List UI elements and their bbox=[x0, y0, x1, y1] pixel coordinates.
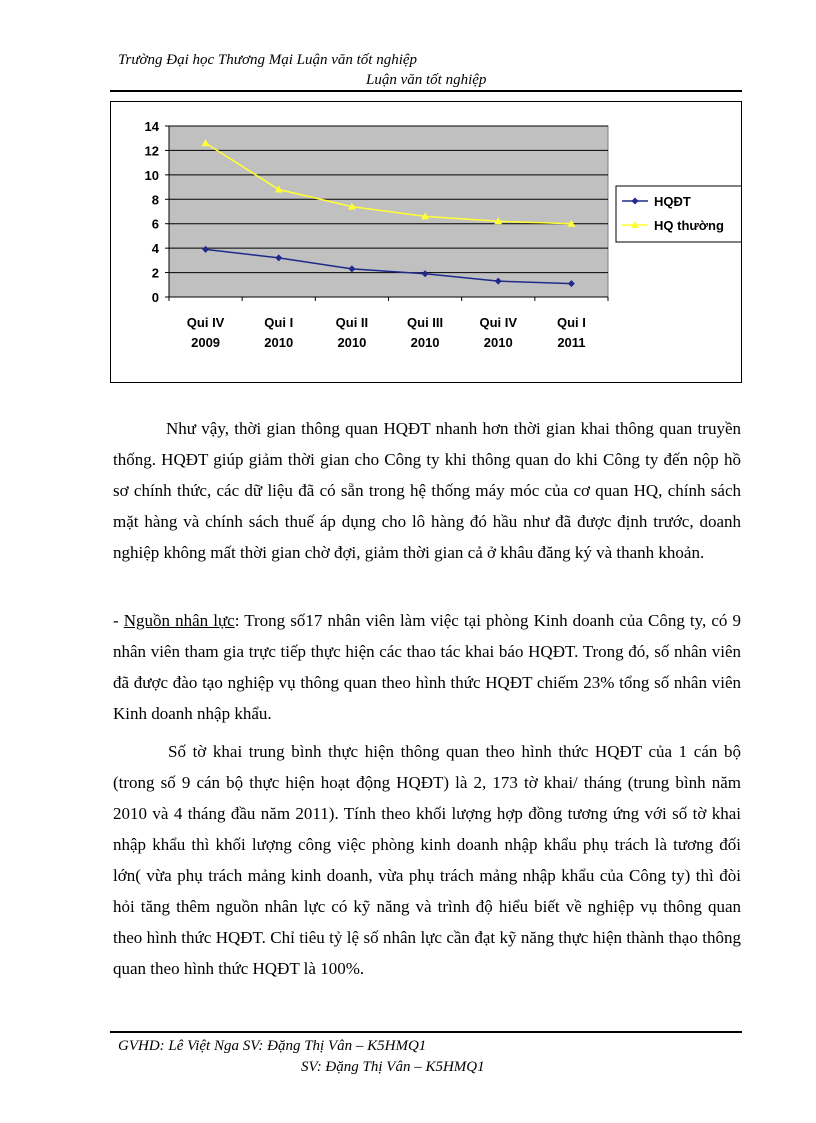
x-tick-label-quarter: Qui I bbox=[264, 315, 294, 330]
x-tick-label-year: 2009 bbox=[191, 335, 221, 350]
y-tick-label: 0 bbox=[151, 290, 159, 305]
footer-divider bbox=[110, 1031, 742, 1033]
header-line-2: Luận văn tốt nghiệp bbox=[366, 72, 487, 88]
x-tick-label-year: 2010 bbox=[337, 335, 367, 350]
legend-label: HQĐT bbox=[654, 194, 691, 209]
x-tick-label-quarter: Qui IV bbox=[186, 315, 225, 330]
x-tick-label-quarter: Qui III bbox=[407, 315, 444, 330]
x-tick-label-quarter: Qui II bbox=[335, 315, 369, 330]
paragraph-2-label: Nguồn nhân lực bbox=[123, 611, 235, 630]
y-tick-label: 14 bbox=[144, 119, 159, 134]
x-tick-label-quarter: Qui I bbox=[556, 315, 586, 330]
footer-line-2: SV: Đặng Thị Vân – K5HMQ1 bbox=[301, 1059, 485, 1075]
y-tick-label: 6 bbox=[151, 216, 159, 232]
footer-line-1: GVHD: Lê Việt Nga SV: Đặng Thị Vân – K5HMQ1 bbox=[118, 1038, 427, 1054]
x-tick-label-year: 2011 bbox=[557, 335, 586, 350]
paragraph-2-text: : Trong số17 nhân viên làm việc tại phòng Kinh doanh của Công ty, có 9 nhân viên tham gia trực tiếp thực hiện các thao tác khai báo HQĐT. Trong đó, số nhân viên đã được đào tạo nghiệp vụ thông quan theo hình thức HQĐT chiếm 23% tổng số nhân viên Kinh doanh nhập khẩu. bbox=[113, 611, 741, 723]
header-line-1: Trường Đại học Thương Mại Luận văn tốt nghiệp bbox=[118, 52, 418, 68]
y-tick-label: 10 bbox=[144, 167, 159, 183]
y-tick-label: 4 bbox=[151, 241, 159, 257]
paragraph-2 bbox=[113, 605, 741, 729]
line-chart bbox=[111, 102, 741, 382]
chart-frame bbox=[110, 101, 742, 383]
y-tick-label: 8 bbox=[151, 192, 159, 208]
x-tick-label-year: 2010 bbox=[483, 335, 513, 350]
y-tick-label: 2 bbox=[151, 265, 159, 281]
x-tick-label-quarter: Qui IV bbox=[479, 315, 518, 330]
x-tick-label-year: 2010 bbox=[410, 335, 440, 350]
paragraph-1: Như vậy, thời gian thông quan HQĐT nhanh hơn thời gian khai thông quan truyền thống. HQĐT giúp giảm thời gian cho Công ty khi thông quan do khi Công ty đến nộp hồ sơ chính thức, các dữ liệu đã có sẵn trong hệ thống máy móc của cơ quan HQ, chính sách mặt hàng và chính sách thuế áp dụng cho lô hàng đó hầu như đã được định trước, doanh nghiệp không mất thời gian chờ đợi, giảm thời gian cả ở khâu đăng ký và thanh khoản. bbox=[113, 419, 741, 562]
y-tick-label: 12 bbox=[144, 143, 159, 159]
paragraph-3: Số tờ khai trung bình thực hiện thông quan theo hình thức HQĐT của 1 cán bộ (trong số 9 cán bộ thực hiện hoạt động HQĐT) là 2, 173 tờ khai/ tháng (trung bình năm 2010 và 4 tháng đầu năm 2011). Tính theo khối lượng hợp đồng tương ứng với số tờ khai nhập khẩu thì khối lượng công việc phòng kinh doanh nhập khẩu phụ trách là tương đối lớn( vừa phụ trách mảng kinh doanh, vừa phụ trách mảng nhập khẩu của Công ty) thì đòi hỏi tăng thêm nguồn nhân lực có kỹ năng và trình độ hiểu biết về nghiệp vụ thông quan theo hình thức HQĐT. Chỉ tiêu tỷ lệ số nhân lực cần đạt kỹ năng thực hiện thành thạo thông quan theo hình thức HQĐT là 100%. bbox=[113, 742, 741, 978]
x-tick-label-year: 2010 bbox=[264, 335, 294, 350]
paragraph-2-prefix: - bbox=[113, 611, 124, 630]
header-divider bbox=[110, 90, 742, 92]
legend-label: HQ thường bbox=[654, 218, 724, 233]
